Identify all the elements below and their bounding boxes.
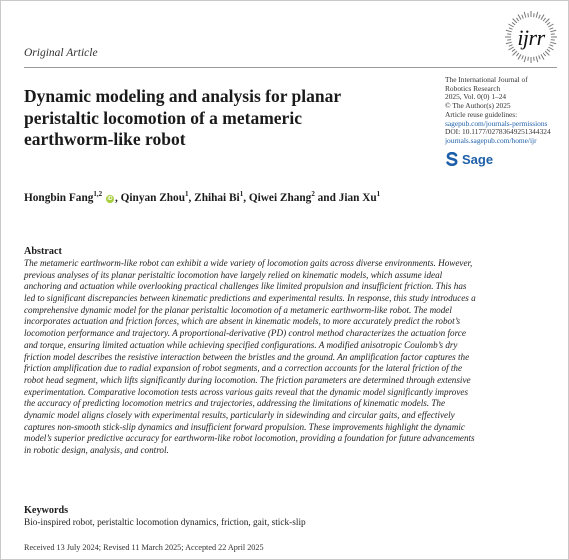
journal-name: Robotics Research (445, 83, 501, 93)
abstract-line: comprehensive dynamic model for the planar peristaltic locomotion of a metameric earthworm-like robot. The model (24, 304, 452, 315)
author-name: Zhihai Bi (194, 191, 240, 204)
abstract-line: captures non-smooth stick-slip dynamics and insufficient forward propulsion. These improvements highlight the dynamic (24, 421, 465, 432)
title-line: peristaltic locomotion of a metameric (24, 107, 302, 128)
journal-logo (504, 10, 558, 64)
abstract-line: in robotic design, analysis, and control. (24, 445, 169, 455)
abstract-body (24, 258, 557, 457)
author-affiliation: 1 (376, 190, 381, 198)
journal-volume: 2025, Vol. 0(0) 1–24 (445, 92, 507, 102)
abstract-line: experimentation. Comparative locomotion tests across various gaits reveal that the dynamic model significantly improves (24, 386, 469, 397)
journal-logo-text: ijrr (517, 25, 545, 50)
abstract-line: model’s superior predictive accuracy for earthworm-like robot locomotion, providing a foundation for future advancements (24, 433, 475, 444)
copyright: © The Author(s) 2025 (445, 101, 511, 111)
author-affiliation: 1,2 (93, 190, 103, 198)
abstract-line: incorporates actuation and friction forces, which are absent in kinematic models, to more accurately predict the robot’s (24, 316, 461, 327)
journal-link[interactable]: journals.sagepub.com/home/ijr (445, 135, 537, 145)
journal-name: The International Journal of (445, 75, 528, 84)
abstract-line: locomotion performance and trajectory. A proportional-derivative (PD) control method characterizes the actuation force (24, 328, 466, 339)
article-type: Original Article (24, 47, 98, 59)
submission-dates: Received 13 July 2024; Revised 11 March 2025; Accepted 22 April 2025 (24, 543, 264, 552)
publisher-logo[interactable] (445, 152, 493, 167)
title-line: Dynamic modeling and analysis for planar (24, 86, 342, 106)
author-name: Qiwei Zhang (248, 191, 312, 204)
author-affiliation: 1 (185, 190, 189, 198)
abstract-line: The metameric earthworm-like robot can exhibit a wide variety of locomotion gaits across diverse environments. However, (24, 258, 473, 268)
header-divider (24, 67, 557, 68)
abstract-heading: Abstract (24, 246, 62, 257)
abstract-line: robot head segment, which lifts significantly during locomotion. The friction parameters are determined through extensive (24, 374, 471, 385)
reuse-link[interactable]: sagepub.com/journals-permissions (445, 118, 548, 128)
sage-s-icon (445, 152, 459, 166)
author-affiliation: 1 (239, 190, 244, 198)
author-name: Jian Xu (338, 191, 377, 204)
title-line: earthworm-like robot (24, 129, 186, 149)
author-name: Qinyan Zhou (120, 191, 185, 204)
abstract-line: the accuracy of predicting locomotion metrics and trajectories, addressing the limitations of kinematic models. The (24, 398, 446, 409)
abstract-line: dynamic model aligns closely with experimental results, particularly in sidewinding and circular gaits, and effectively (24, 409, 455, 420)
abstract-line: friction model describes the resistive interaction between the bristles and the ground. An amplification factor captures the (24, 351, 470, 362)
abstract-line: anchoring and actuation while overlooking practical challenges like limited propulsion and insufficient friction. This has (24, 281, 467, 292)
abstract-line: friction amplification due to radial expansion of robot segments, and a correction accounts for the lateral friction of the (24, 363, 463, 374)
abstract-line: previous analyses of its planar peristaltic locomotion have largely relied on kinematic models, which assume ideal (24, 269, 443, 280)
journal-info (445, 76, 563, 146)
abstract-line: led to significant discrepancies between kinematic predictions and experimental results. In response, this study introduces a (24, 293, 476, 304)
orcid-icon[interactable]: iD (107, 195, 113, 202)
publisher-name: Sage (462, 152, 494, 167)
doi: DOI: 10.1177/02783649251344324 (445, 127, 551, 137)
reuse-label: Article reuse guidelines: (445, 109, 518, 119)
author-list: Hongbin Fang$^{1,2}$ iD , Qinyan Zhou$^1$, Zhihai Bi$^1$, Qiwei Zhang$^2$ and Jian Xu$^1$ (24, 190, 381, 204)
author-affiliation: 2 (311, 190, 315, 198)
keywords-heading: Keywords (24, 505, 69, 516)
keywords-list: Bio-inspired robot, peristaltic locomotion dynamics, friction, gait, stick-slip (24, 518, 306, 528)
paper-title (24, 86, 416, 151)
author-name: Hongbin Fang (24, 191, 94, 204)
abstract-line: and torque, ensuring limited actuation while achieving specified configurations. A modified anisotropic Coulomb’s dry (24, 339, 458, 350)
